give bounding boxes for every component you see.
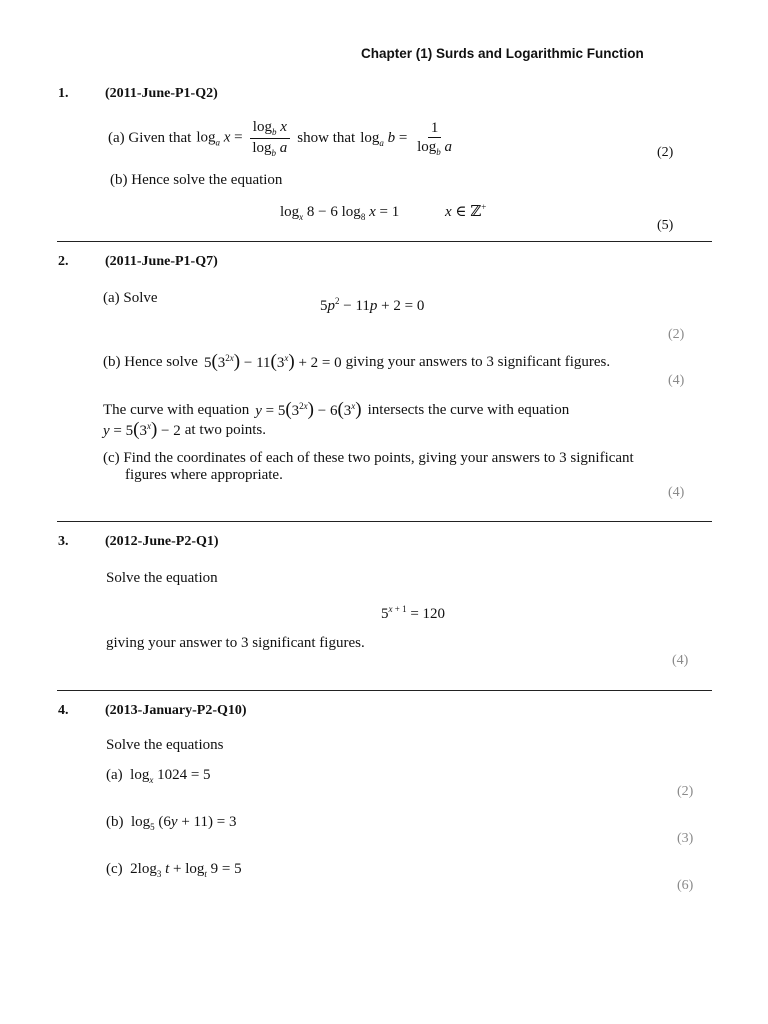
page-title: Chapter (1) Surds and Logarithmic Function [361, 46, 644, 61]
q2-a-label: (a) Solve [103, 290, 158, 306]
mark: (2) [657, 145, 674, 160]
q2-b-label: (b) Hence solve [103, 353, 198, 370]
q1-part-b: (b) Hence solve the equation [110, 172, 283, 188]
q2-curve-equation-1: $y = 5(3^{2x}) - 6(3^x)$ [255, 399, 362, 420]
q2-curve-equation-2: $y = 5(3^x) - 2$ [103, 419, 181, 440]
q2-curve-tail: at two points. [184, 421, 267, 438]
q2-curve-mid: intersects the curve with equation [367, 401, 570, 418]
q2-c-line-1: (c) Find the coordinates of each of these two points, giving your answers to 3 significant [103, 450, 634, 466]
mark: (4) [672, 653, 689, 668]
q1-b-equation: $\log_x 8 - 6$ $\log_8 x = 1$ x ∈ ℤ+ [280, 202, 487, 222]
question-reference: (2011-June-P1-Q2) [105, 86, 218, 101]
mark: (4) [668, 373, 685, 388]
question-number: 4. [58, 703, 69, 718]
q1-a-expression-2: $\log_a b$ = $\frac{1}{\log_b a}$ [360, 119, 453, 157]
mark: (3) [677, 831, 694, 846]
question-reference: (2011-June-P1-Q7) [105, 254, 218, 269]
mark: (2) [677, 784, 694, 799]
question-number: 1. [58, 86, 69, 101]
question-reference: (2013-January-P2-Q10) [105, 703, 247, 718]
question-number: 3. [58, 534, 69, 549]
q2-a-equation: $5p^2 - 11p + 2 = 0$ [320, 296, 425, 314]
q2-curve-pre: The curve with equation [103, 401, 250, 418]
q1-a-mid: show that [297, 129, 356, 146]
divider [57, 690, 712, 691]
q2-curve-line-1 [103, 400, 569, 420]
q1-part-a [108, 118, 458, 159]
q2-c-line-2: figures where appropriate. [125, 467, 283, 483]
q1-a-expression-1: $\log_a x$ = $\frac{\log_b x}{\log_b a}$ [196, 118, 293, 159]
q3-giving: giving your answer to 3 significant figures. [106, 635, 365, 651]
divider [57, 241, 712, 242]
q2-b-equation: $5(3^{2x}) - 11(3^x) + 2 = 0$ [203, 351, 342, 372]
q1-a-label: (a) Given that [108, 129, 192, 146]
q2-curve-line-2 [103, 420, 266, 440]
q3-equation: $5^{x + 1} = 120$ [381, 604, 446, 622]
q2-b-tail: giving your answers to 3 significant figures. [345, 353, 611, 370]
mark: (6) [677, 878, 694, 893]
q2-part-b [103, 352, 610, 372]
q4-part-c: (c) $2\log_3$ $t + \log_t 9 = 5$ [106, 861, 242, 879]
q4-part-b: (b) $\log_5 (6y + 11) = 3$ [106, 814, 237, 832]
question-reference: (2012-June-P2-Q1) [105, 534, 219, 549]
question-number: 2. [58, 254, 69, 269]
mark: (4) [668, 485, 685, 500]
q4-instruction: Solve the equations [106, 737, 224, 753]
q4-part-a: (a) $\log_x 1024 = 5$ [106, 767, 211, 785]
q3-instruction: Solve the equation [106, 570, 218, 586]
mark: (2) [668, 327, 685, 342]
mark: (5) [657, 218, 674, 233]
divider [57, 521, 712, 522]
